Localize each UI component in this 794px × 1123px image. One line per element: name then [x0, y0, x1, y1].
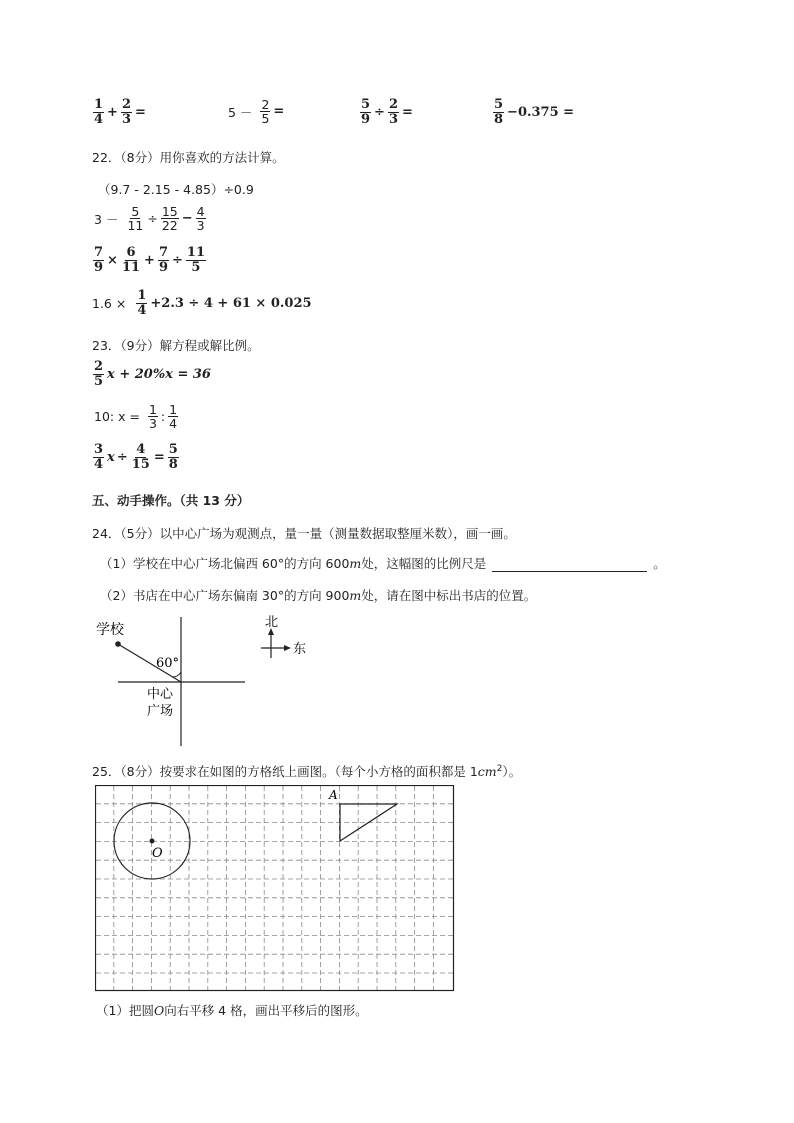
expr-prefix: 3 － [94, 211, 119, 227]
circle-center-point [150, 839, 155, 844]
denominator: 4 [169, 416, 178, 432]
q24-part-1 [100, 554, 666, 572]
q25-heading [92, 762, 521, 780]
numerator: 5 [131, 204, 140, 219]
circle-name: O [153, 1003, 165, 1018]
equals: = [135, 104, 146, 120]
equals: = [402, 104, 413, 120]
numerator: 5 [494, 97, 504, 112]
east-arrow-icon [284, 645, 291, 651]
denominator: 4 [94, 456, 104, 472]
expr-4 [492, 98, 574, 126]
operator: ÷ [172, 252, 183, 268]
denominator: 4 [94, 111, 104, 127]
point-a-label: A [329, 788, 338, 802]
q25-part-1-text: （1）把圆 [96, 1003, 154, 1018]
denominator: 5 [191, 259, 201, 275]
q22-line-3 [92, 246, 207, 274]
expr-3 [359, 98, 413, 126]
numerator: 15 [161, 204, 178, 219]
center-label-1: 中心 [147, 687, 174, 702]
operator: − [181, 211, 193, 227]
numerator: 2 [94, 359, 104, 374]
operator: × [107, 252, 118, 268]
q23-line-1 [92, 360, 211, 388]
q24-heading: 24．（5分）以中心广场为观测点，量一量（测量数据取整厘米数），画一画。 [92, 526, 516, 541]
denominator: 8 [168, 456, 178, 472]
period: 。 [653, 556, 666, 571]
q23-heading: 23．（9分）解方程或解比例。 [92, 338, 260, 353]
q22-line-1: （9.7 - 2.15 - 4.85）÷0.9 [98, 182, 254, 197]
unit: cm [477, 764, 497, 779]
center-label-2: 广场 [147, 704, 174, 719]
numerator: 3 [94, 442, 104, 457]
q24-part-2-text-b: 处，请在图中标出书店的位置。 [361, 588, 537, 603]
operator: + [144, 252, 155, 268]
denominator: 3 [148, 416, 157, 432]
unit: m [349, 556, 362, 571]
east-label: 东 [293, 642, 307, 657]
numerator: 1 [94, 97, 104, 112]
school-point [115, 641, 121, 647]
denominator: 5 [94, 373, 104, 389]
q24-part-2 [100, 586, 536, 604]
denominator: 3 [121, 111, 131, 127]
operator: + [107, 104, 118, 120]
numerator: 5 [361, 97, 371, 112]
variable-x: x [107, 449, 115, 465]
q24-part-2-text: （2）书店在中心广场东偏南 30°的方向 900 [100, 588, 350, 603]
numerator: 5 [168, 442, 178, 457]
unit: m [349, 588, 362, 603]
q25-part-1-text-b: 向右平移 4 格，画出平移后的图形。 [164, 1003, 368, 1018]
q24-part-1-text-b: 处，这幅图的比例尺是 [361, 556, 487, 571]
section-heading: 五、动手操作。（共 13 分） [92, 493, 250, 508]
numerator: 6 [126, 245, 136, 260]
numerator: 2 [121, 97, 131, 112]
q23-line-3 [92, 443, 180, 471]
q23-line-2 [94, 403, 179, 430]
denominator: 22 [161, 218, 178, 234]
numerator: 1 [169, 402, 178, 417]
answer-blank[interactable] [492, 559, 647, 572]
operator: ÷ [147, 211, 158, 227]
equation-body: x + 20%x = 36 [107, 366, 211, 382]
q22-heading: 22．（8分）用你喜欢的方法计算。 [92, 150, 285, 165]
operator: ÷ [374, 104, 385, 120]
north-label: 北 [265, 615, 279, 630]
denominator: 4 [137, 302, 147, 318]
denominator: 11 [127, 218, 144, 234]
denominator: 3 [388, 111, 398, 127]
grid-figure [95, 785, 455, 993]
numerator: 11 [186, 245, 205, 260]
numerator: 2 [388, 97, 398, 112]
expr-prefix: 5 － [228, 104, 253, 120]
grid-lines [96, 786, 453, 990]
expr-2 [228, 98, 284, 125]
denominator: 11 [121, 259, 141, 275]
expr-suffix: −0.375 = [507, 104, 575, 120]
numerator: 1 [137, 288, 147, 303]
numerator: 4 [136, 442, 146, 457]
grid-border [96, 786, 454, 991]
numerator: 7 [94, 245, 104, 260]
denominator: 3 [196, 218, 205, 234]
denominator: 9 [94, 259, 104, 275]
q25-heading-text: 25．（8分）按要求在如图的方格纸上画图。（每个小方格的面积都是 1 [92, 764, 478, 779]
ratio-colon: : [160, 409, 166, 425]
numerator: 1 [148, 402, 157, 417]
denominator: 15 [131, 456, 150, 472]
expr-prefix: 1.6 × [92, 295, 127, 311]
operator: ÷ [116, 449, 128, 465]
q25-heading-end: ）。 [502, 764, 522, 779]
expr-1 [92, 98, 146, 126]
direction-figure [90, 612, 330, 752]
numerator: 2 [261, 97, 270, 112]
q24-part-1-text: （1）学校在中心广场北偏西 60°的方向 600 [100, 556, 350, 571]
denominator: 8 [494, 111, 504, 127]
numerator: 7 [158, 245, 168, 260]
expr-suffix: +2.3 ÷ 4 + 61 × 0.025 [150, 295, 312, 311]
denominator: 5 [261, 111, 270, 127]
denominator: 9 [361, 111, 371, 127]
q22-line-4 [92, 289, 312, 317]
denominator: 9 [158, 259, 168, 275]
q22-line-2 [94, 205, 207, 232]
q25-part-1 [96, 1001, 368, 1019]
unit-exponent: 2 [496, 763, 503, 774]
point-o-label: O [152, 846, 163, 861]
angle-arc [172, 672, 181, 677]
angle-label: 60° [156, 656, 180, 671]
equals: = [153, 449, 165, 465]
school-label: 学校 [96, 622, 124, 638]
numerator: 4 [196, 204, 205, 219]
expr-prefix: 10: x = [94, 409, 140, 425]
equals: = [273, 104, 285, 120]
